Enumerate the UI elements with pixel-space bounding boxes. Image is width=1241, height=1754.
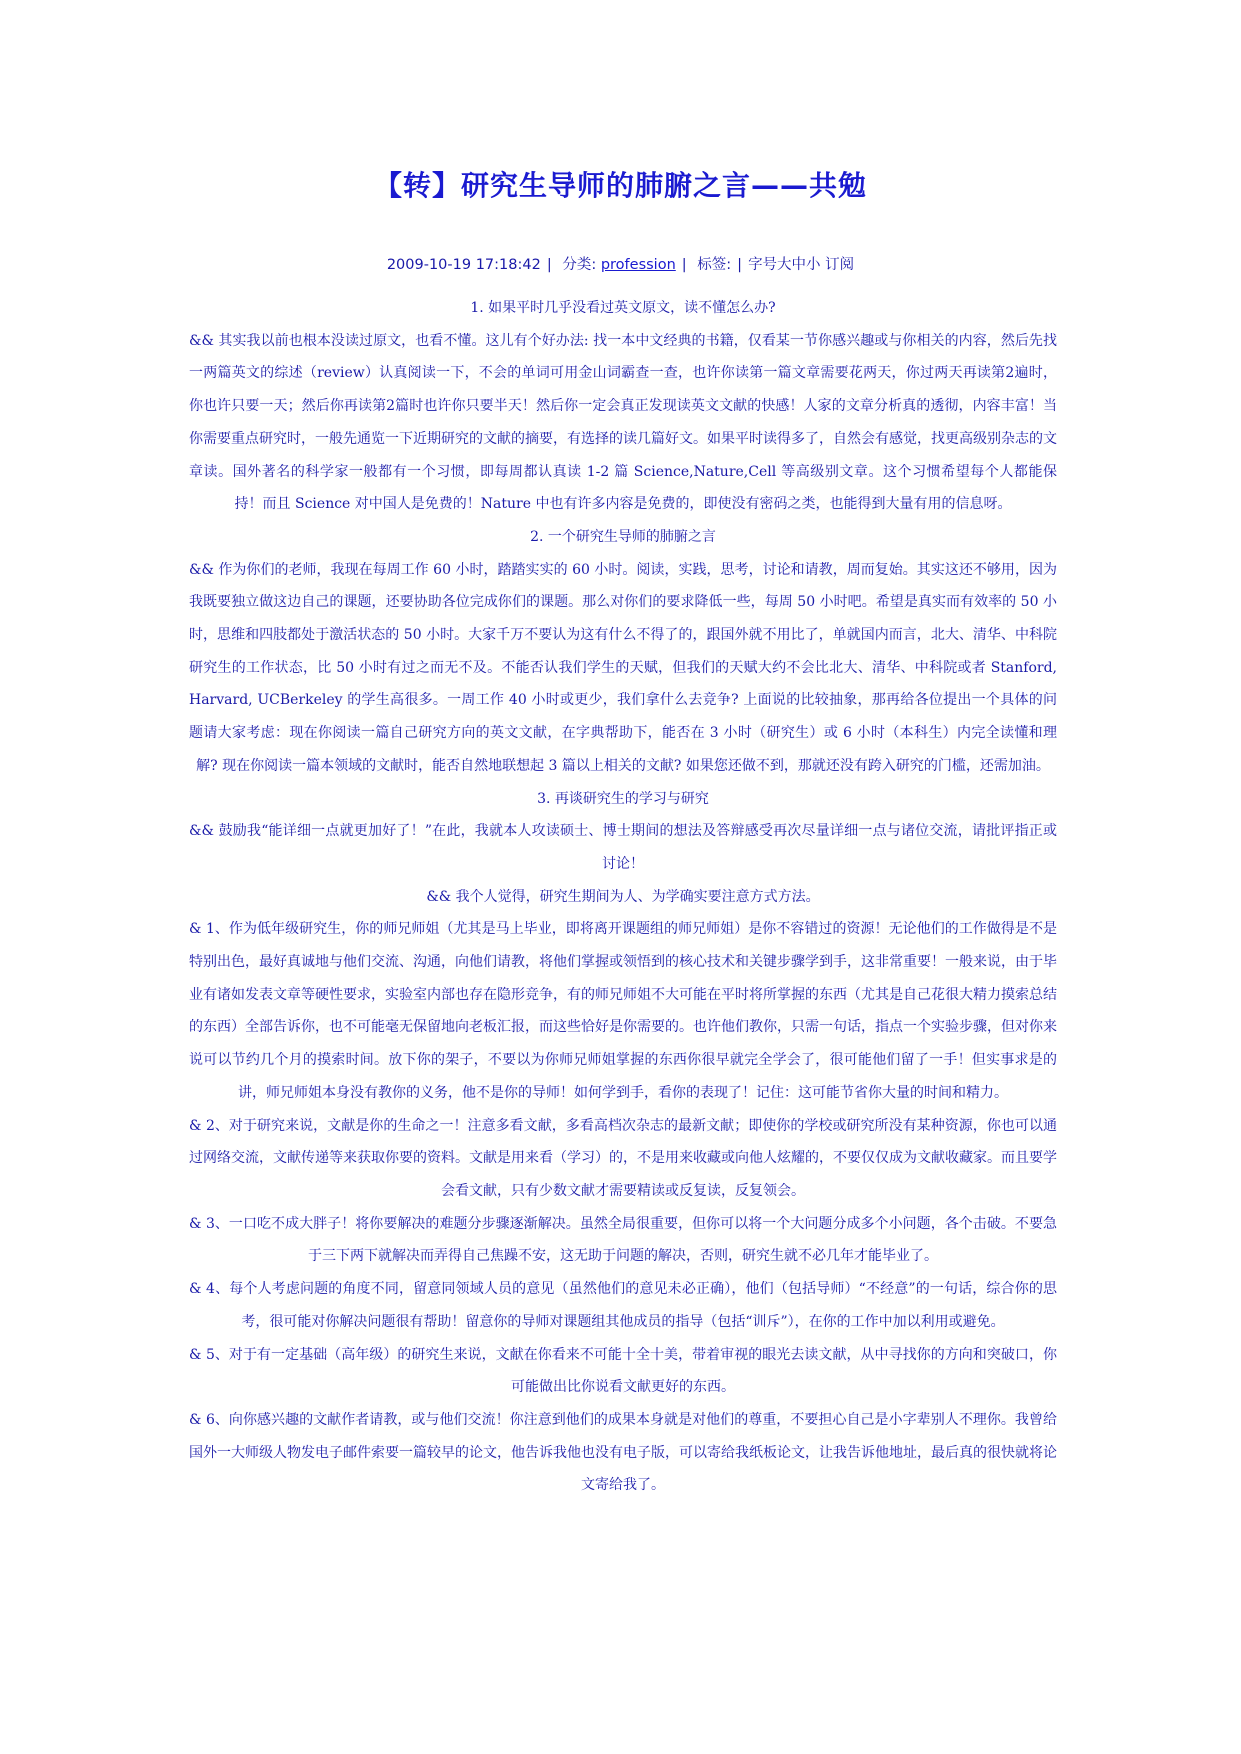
category-link[interactable]: profession	[600, 257, 676, 273]
paragraph: & 6、向你感兴趣的文献作者请教，或与他们交流！你注意到他们的成果本身就是对他们的尊重，不要担心自己是小字辈别人不理你。我曾给国外一大师级人物发电子邮件索要一篇较早的论文，他告诉我他也没有电子版，可以寄给我纸板论文，让我告诉他地址，最后真的很快就将论文寄给我了。	[189, 1411, 1057, 1494]
paragraph: && 作为你们的老师，我现在每周工作 60 小时，踏踏实实的 60 小时。阅读，实践，思考，讨论和请教，周而复始。其实这还不够用，因为我既要独立做这边自己的课题，还要协助各位完成你们的课题。那么对你们的要求降低一些，每周 50 小时吧。希望是真实而有效率的 50 小时，思维和四肢都处于激活状态的 50 小时。大家千万不要认为这有什么不得了的，跟国外就不用比了，单就国内而言，北大、清华、中科院研究生的工作状态，比 50 小时有过之而无不及。不能否认我们学生的天赋，但我们的天赋大约不会比北大、清华、中科院或者 Stanford, Harvard, UCBerkeley 的学生高很多。一周工作 40 小时或更少，我们拿什么去竞争? 上面说的比较抽象，那再给各位提出一个具体的问题请大家考虑：现在你阅读一篇自己研究方向的英文文献，在字典帮助下，能否在 3 小时（研究生）或 6 小时（本科生）内完全读懂和理解? 现在你阅读一篇本领域的文献时，能否自然地联想起 3 篇以上相关的文献? 如果您还做不到，那就还没有跨入研究的门槛，还需加油。	[189, 561, 1057, 774]
section-heading: 2. 一个研究生导师的肺腑之言	[530, 528, 716, 545]
meta-divider: |	[546, 257, 552, 273]
article-meta	[0, 253, 1241, 274]
category-label: 分类:	[562, 257, 597, 273]
meta-divider: |	[737, 257, 743, 273]
font-size-control[interactable]: 字号大中小	[748, 257, 821, 273]
section-heading: 1. 如果平时几乎没看过英文原文，读不懂怎么办?	[470, 300, 776, 316]
paragraph: & 1、作为低年级研究生，你的师兄师姐（尤其是马上毕业，即将离开课题组的师兄师姐）是你不容错过的资源！无论他们的工作做得是不是特别出色，最好真诚地与他们交流、沟通，向他们请教，将他们掌握或领悟到的核心技术和关键步骤学到手，这非常重要！一般来说，由于毕业有诸如发表文章等硬性要求，实验室内部也存在隐形竞争，有的师兄师姐不大可能在平时将所掌握的东西（尤其是自己花很大精力摸索总结的东西）全部告诉你，也不可能毫无保留地向老板汇报，而这些恰好是你需要的。也许他们教你，只需一句话，指点一个实验步骤，但对你来说可以节约几个月的摸索时间。放下你的架子，不要以为你师兄师姐掌握的东西你很早就完全学会了，很可能他们留了一手！但实事求是的讲，师兄师姐本身没有教你的义务，他不是你的导师！如何学到手，看你的表现了！记住：这可能节省你大量的时间和精力。	[189, 921, 1057, 1101]
paragraph: & 2、对于研究来说，文献是你的生命之一！注意多看文献，多看高档次杂志的最新文献；即使你的学校或研究所没有某种资源，你也可以通过网络交流，文献传递等来获取你要的资料。文献是用来看（学习）的，不是用来收藏或向他人炫耀的，不要仅仅成为文献收藏家。而且要学会看文献，只有少数文献才需要精读或反复读，反复领会。	[189, 1117, 1057, 1199]
subscribe-link[interactable]: 订阅	[825, 257, 855, 273]
meta-divider: |	[681, 257, 687, 273]
article-title: 【转】研究生导师的肺腑之言——共勉	[373, 169, 867, 202]
tags-label: 标签:	[697, 257, 732, 273]
section-heading: && 我个人觉得，研究生期间为人、为学确实要注意方式方法。	[426, 888, 820, 905]
section-heading: 3. 再谈研究生的学习与研究	[537, 790, 709, 807]
post-datetime: 2009-10-19 17:18:42	[386, 257, 541, 273]
paragraph: & 5、对于有一定基础（高年级）的研究生来说，文献在你看来不可能十全十美，带着审视的眼光去读文献，从中寻找你的方向和突破口，你可能做出比你说看文献更好的东西。	[189, 1346, 1057, 1396]
paragraph: & 3、一口吃不成大胖子！将你要解决的难题分步骤逐渐解决。虽然全局很重要，但你可以将一个大问题分成多个小问题，各个击破。不要急于三下两下就解决而弄得自己焦躁不安，这无助于问题的解决，否则，研究生就不必几年才能毕业了。	[189, 1215, 1057, 1265]
paragraph: && 其实我以前也根本没读过原文，也看不懂。这儿有个好办法: 找一本中文经典的书籍，仅看某一节你感兴趣或与你相关的内容，然后先找一两篇英文的综述（review）认真阅读一下，不会的单词可用金山词霸查一查，也许你读第一篇文章需要花两天，你过两天再读第2遍时，你也许只要一天；然后你再读第2篇时也许你只要半天！然后你一定会真正发现读英文文献的快感！人家的文章分析真的透彻，内容丰富！当你需要重点研究时，一般先通览一下近期研究的文献的摘要，有选择的读几篇好文。如果平时读得多了，自然会有感觉，找更高级别杂志的文章读。国外著名的科学家一般都有一个习惯，即每周都认真读 1-2 篇 Science,Nature,Cell 等高级别文章。这个习惯希望每个人都能保持！而且 Science 对中国人是免费的！Nature 中也有许多内容是免费的，即使没有密码之类，也能得到大量有用的信息呀。	[189, 332, 1057, 513]
article-body	[189, 292, 1057, 1502]
paragraph: & 4、每个人考虑问题的角度不同，留意同领域人员的意见（虽然他们的意见未必正确），他们（包括导师）“不经意”的一句话，综合你的思考，很可能对你解决问题很有帮助！留意你的导师对课题组其他成员的指导（包括“训斥”），在你的工作中加以利用或避免。	[189, 1281, 1057, 1330]
paragraph: && 鼓励我“能详细一点就更加好了！”在此，我就本人攻读硕士、博士期间的想法及答辩感受再次尽量详细一点与诸位交流，请批评指正或讨论！	[189, 823, 1057, 872]
